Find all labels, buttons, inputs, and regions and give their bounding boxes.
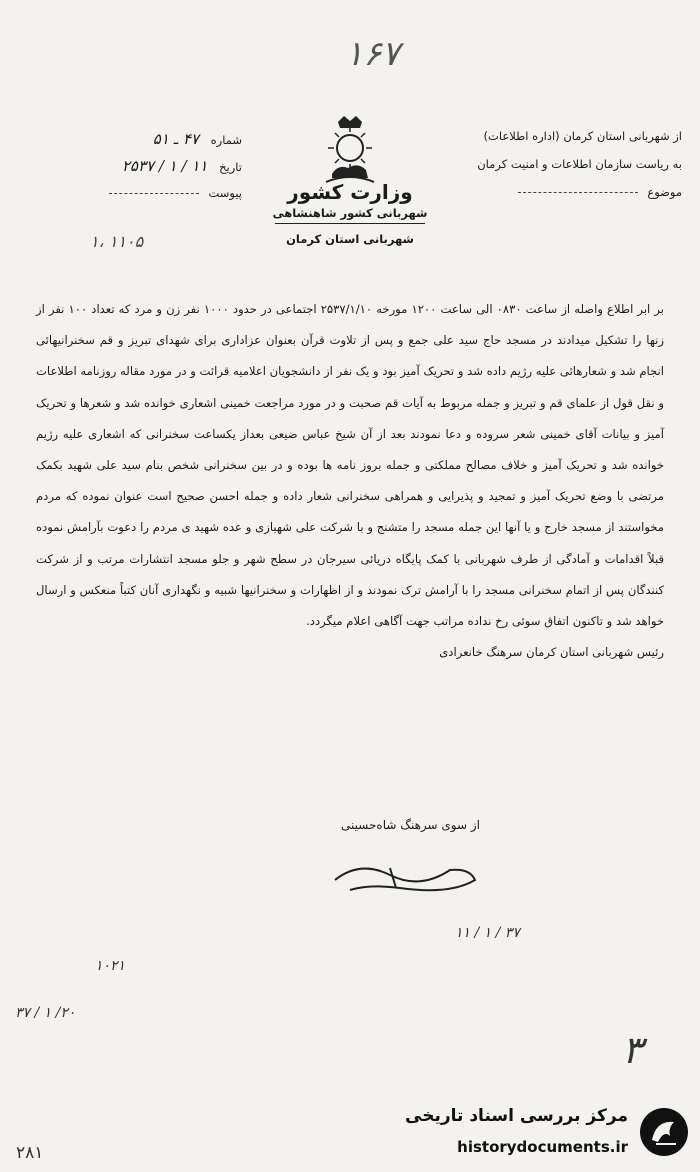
marginal-note-bottom: ۲۰/ ۱ / ۳۷ <box>15 1005 76 1021</box>
brand-name: مرکز بررسی اسناد تاریخی <box>405 1106 628 1126</box>
subject-dash <box>518 192 638 193</box>
from-line: از شهربانی استان کرمان (اداره اطلاعات) <box>483 129 682 143</box>
page-mark: ۳ <box>622 1028 643 1072</box>
attachment-row <box>42 180 242 206</box>
archive-branding[interactable] <box>402 1098 692 1166</box>
handwritten-signature-icon <box>330 850 480 900</box>
ministry-province: شهربانی استان کرمان <box>286 232 414 246</box>
archive-number: ۱۶۷ <box>345 34 400 74</box>
body-paragraph: بر ابر اطلاع واصله از ساعت ۰۸۳۰ الی ساعت ۱۲۰۰ مورخه ۲۵۳۷/۱/۱۰ اجتماعی در حدود ۱۰۰۰ نفر زن و مرد که تعداد ۱۰۰ نفر از زنها را تشکیل میدادند در مسجد حاج سید علی جمع و پس از تلاوت قرآن بعنوان عزاداری برای شهدای تبریز و قم سخنرانیهائی انجام شد و شعارهائی علیه رژیم داده شد و تحریک آمیز بود و یک نفر از دانشجویان اعلامیه قرائت و در مورد مقاله روزنامه اطلاعات و نقل قول از علمای قم و تبریز و جمله مربوط به آیات قم صحبت و در مورد مراجعت خمینی اشعاری خوانده شد و شعرها و تحریک آمیز و بیانات آقای خمینی شعر سروده و دعا نمودند بعد از آن شیخ عباس ضیعی بعداز یکساعت سخنرانی که اشعاری علیه رژیم خوانده شد و تحریک آمیز و خلاف مصالح مملکتی و جمله بروز نامه ها بوده و در بین سخنرانی شخص بنام سید علی شهید بکمک مرتضی با وضع تحریک آمیز و تمجید و پذیرایی و همراهی سخنرانی شعار داده و جمله احسن صحیح است عنوان نموده که مردم مخواستند از مسجد خارج و یا آنها این جمله مسجد را متشنج و با شرکت علی شهبازی و عده شهید ی مردم را دعوت بآرامش نموده قبلاً اقدامات و آمادگی از طرف شهربانی با کمک پایگاه دریائی سیرجان در سطح شهر و جلو مسجد انتشارات مرتب و از شرکت کنندگان پس از اتمام سخنرانی مسجد را با آرامش ترک نمودند و از اظهارات و سخنرانیها شبیه و نگهداری آنان کتباً منعکس و ارسال خواهد شد و تاکنون اتفاق سوئی رخ نداده مراتب جهت آگاهی اعلام میگردد. رئیس شهربانی استان کرمان سرهنگ خانعرادی <box>36 302 664 660</box>
marginal-note-number: ۱۰۲۱ <box>95 958 126 974</box>
marginal-note-date: ۱۱ / ۱ / ۳۷ <box>455 925 520 941</box>
brand-site[interactable]: historydocuments.ir <box>457 1138 628 1156</box>
letter-body <box>36 294 664 668</box>
number-value: ۴۷ ـ ۵۱ <box>152 130 199 148</box>
ministry-name: وزارت کشور <box>287 180 413 204</box>
number-label: شماره <box>210 133 242 147</box>
handwritten-scribble: ۱، ۱۱۰۵ <box>90 232 144 251</box>
ministry-letterhead <box>245 180 455 246</box>
document-number: ۲۸۱ <box>16 1143 44 1163</box>
attachment-dash <box>109 193 199 194</box>
number-row <box>42 126 242 153</box>
signature-line: از سوی سرهنگ شاه‌حسینی <box>341 818 480 832</box>
date-value: ۱۱ / ۱ / ۲۵۳۷ <box>121 157 208 175</box>
attachment-label: پیوست <box>208 186 242 200</box>
date-label: تاریخ <box>219 160 242 174</box>
letterhead-divider <box>275 223 425 224</box>
subject-label: موضوع <box>647 185 682 199</box>
ministry-department: شهربانی کشور شاهنشاهی <box>272 206 428 220</box>
lion-and-sun-emblem-icon <box>318 112 382 186</box>
header-reference <box>42 126 242 206</box>
to-line: به ریاست سازمان اطلاعات و امنیت کرمان <box>477 157 682 171</box>
signature-block <box>220 818 480 903</box>
archive-logo-icon <box>638 1106 690 1158</box>
date-row <box>42 153 242 180</box>
